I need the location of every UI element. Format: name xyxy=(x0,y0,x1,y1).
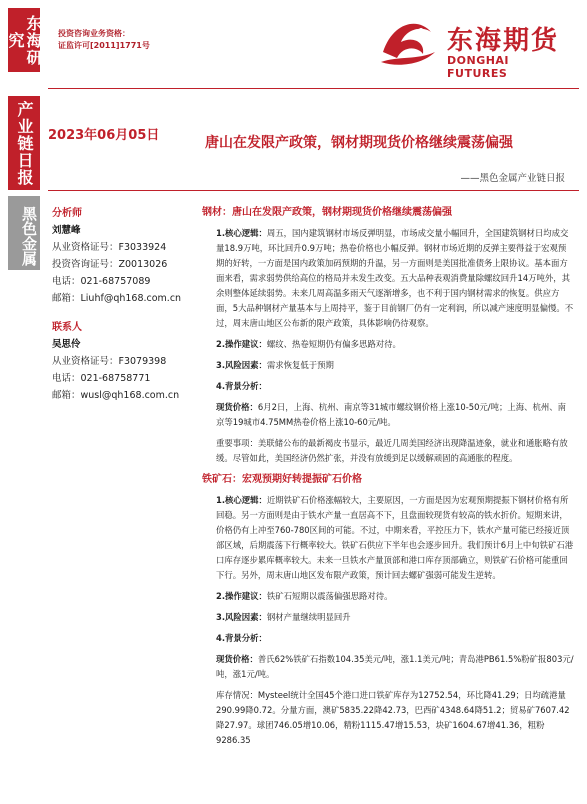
header-divider xyxy=(48,88,579,89)
contact-email[interactable]: 邮箱：wusl@qh168.com.cn xyxy=(52,390,180,401)
analyst-name: 刘慧峰 xyxy=(52,225,81,236)
company-logo xyxy=(373,10,573,80)
license-line-1: 投资咨询业务资格： xyxy=(58,29,130,38)
steel-briefing-label: 4.背景分析： xyxy=(216,381,267,391)
steel-strategy-text: 螺纹、热卷短期仍有偏多思路对待。 xyxy=(266,339,401,349)
steel-risk-label: 3.风险因素： xyxy=(216,360,267,370)
ore-logic-label: 1.核心逻辑： xyxy=(216,495,267,505)
dragon-logo-icon xyxy=(373,12,443,72)
ore-briefing-label: 4.背景分析： xyxy=(216,633,267,643)
analyst-heading: 分析师 xyxy=(52,208,82,219)
report-body xyxy=(202,205,574,754)
daily-report-tag: 产业链日报 xyxy=(8,96,40,190)
analyst-email[interactable]: 邮箱：Liuhf@qh168.com.cn xyxy=(52,293,182,304)
report-subtitle: ——黑色金属产业链日报 xyxy=(460,173,565,184)
steel-risk-text: 需求恢复低于预期 xyxy=(266,360,334,370)
license-info xyxy=(58,28,150,52)
report-title: 唐山在发限产政策，钢材期现货价格继续震荡偏强 xyxy=(205,135,513,151)
logo-chinese-name: 东海期货 xyxy=(447,26,560,56)
ore-inventory: 库存情况：Mysteel统计全国45个港口进口铁矿库存为12752.54，环比降41.29；日均疏港量290.99降0.72。分量方面，澳矿5835.22降42.73，巴西矿4348.64降51.2；贸易矿7607.42降27.97。球团746.05增10.06，精粉1115.47增15.53，块矿1604.67增41.36，粗粉9286.35 xyxy=(216,690,570,745)
title-divider xyxy=(48,190,579,191)
analyst-phone: 电话：021-68757089 xyxy=(52,276,151,287)
ore-risk xyxy=(202,610,574,625)
steel-strategy-label: 2.操作建议： xyxy=(216,339,267,349)
steel-strategy xyxy=(202,337,574,352)
research-tag: 东海研究 xyxy=(8,8,40,72)
steel-price-label: 现货价格： xyxy=(216,402,258,412)
ore-logic-text: 近期铁矿石价格涨幅较大，主要原因，一方面是因为宏观预期提振下钢材价格有所回稳。另一方面则是由于铁水产量一直居高不下，且盘面较现货有较高的铁水折价。短期来讲，价格仍有上冲至760-780区间的可能。不过，中期来看，平控压力下，铁水产量可能已经接近顶部区域，后期震荡下行概率较大。铁矿石供应下半年也会逐步回升。我们预计6月上中旬铁矿石港口库存逐步累库概率较大。未来一旦铁水产量顶部和港口库存顶部确立，则铁矿石价格可能重回下行。另外，周末唐山地区发布限产政策，预计回去螺矿强弱可能发生逆转。 xyxy=(216,495,574,580)
report-date: 2023年06月05日 xyxy=(48,128,160,143)
ore-strategy xyxy=(202,589,574,604)
logo-english-name: DONGHAI FUTURES xyxy=(447,54,510,80)
ore-spot-price xyxy=(202,652,574,682)
contact-heading: 联系人 xyxy=(52,322,82,333)
ore-price-text: 普氏62%铁矿石指数104.35美元/吨，涨1.1美元/吨；青岛港PB61.5%粉矿报803元/吨，涨1元/吨。 xyxy=(216,654,574,679)
steel-spot-price xyxy=(202,400,574,430)
contact-sidebar xyxy=(52,205,192,404)
steel-logic-text: 周五，国内建筑钢材市场反弹明显，市场成交量小幅回升，全国建筑钢材日均成交量18.9万吨，环比回升0.9万吨；热卷价格也小幅反弹。钢材市场近期的反弹主要得益于宏观预期的好转，一方面是国内政策加码预期的升温，另一方面则是美国批准债务上限协议。基本面方面来看，需求弱势供给高位的格局并未发生改变。五大品种表观消费量除螺纹回升14万吨外，其余则整体延续弱势。未来几周高温多雨天气逐渐增多，也不利于国内钢材需求的恢复。供应方面，5大品种钢材产量基本与上周持平，鉴于目前钢厂仍有一定利润，所以减产速度明显偏慢。不过，周末唐山地区公布新的限产政策，具体影响仍待观察。 xyxy=(216,228,574,328)
ore-core-logic xyxy=(202,493,574,583)
steel-section-title: 钢材：唐山在发限产政策，钢材期现货价格继续震荡偏强 xyxy=(202,207,452,218)
ore-strategy-text: 铁矿石短期以震荡偏强思路对待。 xyxy=(266,591,393,601)
steel-core-logic xyxy=(202,226,574,331)
contact-cert: 从业资格证号：F3079398 xyxy=(52,356,167,367)
ore-price-label: 现货价格： xyxy=(216,654,258,664)
steel-news: 重要事项：美联储公布的最新褐皮书显示，最近几周美国经济出现降温迹象，就业和通胀略有放缓。尽管如此，美国经济仍然扩张，并没有放缓到足以缓解顽固的高通胀的程度。 xyxy=(216,438,568,463)
ore-section-title: 铁矿石：宏观预期好转提振矿石价格 xyxy=(202,474,362,485)
ore-risk-text: 钢材产量继续明显回升 xyxy=(266,612,351,622)
steel-logic-label: 1.核心逻辑： xyxy=(216,228,267,238)
ore-strategy-label: 2.操作建议： xyxy=(216,591,267,601)
steel-risk xyxy=(202,358,574,373)
sector-tag: 黑色金属 xyxy=(8,196,40,270)
contact-phone: 电话：021-68758771 xyxy=(52,373,151,384)
contact-name: 吴思伶 xyxy=(52,339,81,350)
license-line-2: 证监许可[2011]1771号 xyxy=(58,41,150,50)
analyst-advisor-cert: 投资咨询证号：Z0013026 xyxy=(52,259,168,270)
ore-risk-label: 3.风险因素： xyxy=(216,612,267,622)
steel-price-text: 6月2日，上海、杭州、南京等31城市螺纹钢价格上涨10-50元/吨；上海、杭州、南京等19城市4.75MM热卷价格上涨10-60元/吨。 xyxy=(216,402,566,427)
analyst-cert: 从业资格证号：F3033924 xyxy=(52,242,167,253)
